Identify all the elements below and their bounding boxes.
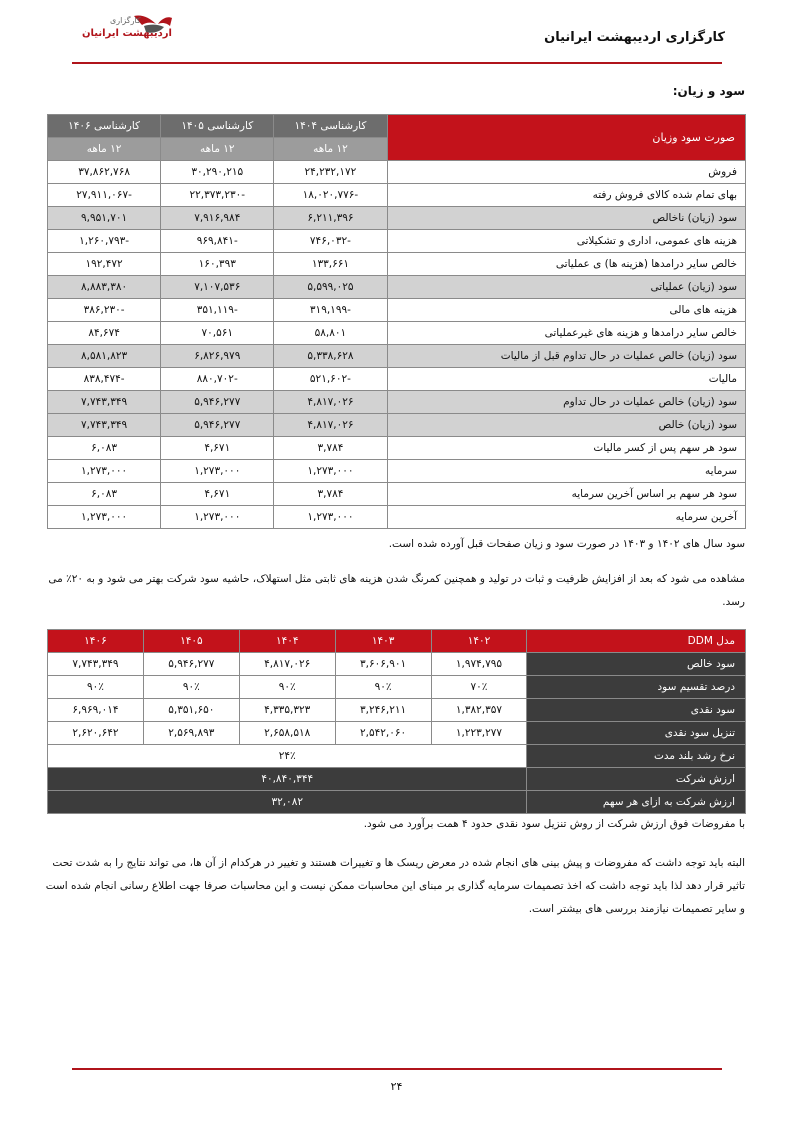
paragraph-disclaimer: البته باید توجه داشت که مفروضات و پیش بینی های انجام شده در معرض ریسک ها و تغییرات هستند و تغییر در هرکدام از آن ها، می تواند نتایج را به شدت تحت تاثیر قرار دهد لذا باید توجه داشت که اخذ تصمیمات سرمایه گذاری بر مبنای این محاسبات ممکن نیست و این محاسبات صرفا جهت اطلاع رسانی انجام شده است و سایر تصمیمات نیازمند بررسی های بیشتر است. (45, 857, 745, 915)
row-label: سرمایه (387, 460, 746, 483)
cell-value: ۳۰,۲۹۰,۲۱۵ (161, 161, 274, 184)
note-previous-years: سود سال های ۱۴۰۲ و ۱۴۰۳ در صورت سود و زیان صفحات قبل آورده شده است. (388, 538, 745, 550)
cell-value: ۸,۸۸۳,۳۸۰ (48, 276, 161, 299)
row-label: خالص سایر درامدها (هزینه ها) ی عملیاتی (387, 253, 746, 276)
row-label: سود (زیان) عملیاتی (387, 276, 746, 299)
table-row (48, 460, 746, 483)
cell-value: ۱,۲۷۳,۰۰۰ (161, 506, 274, 529)
row-label: سود (زیان) خالص عملیات در حال تداوم قبل از مالیات (387, 345, 746, 368)
ddm-cell-value: ۱,۹۷۴,۷۹۵ (431, 653, 527, 676)
ddm-cell-value: ۱,۲۲۳,۲۷۷ (431, 722, 527, 745)
cell-value: ۳,۷۸۴ (274, 437, 387, 460)
ddm-title: مدل DDM (527, 630, 746, 653)
cell-value: ۶,۲۱۱,۳۹۶ (274, 207, 387, 230)
logo-top-text: کارگزاری (110, 16, 141, 25)
cell-value: ۱,۲۷۳,۰۰۰ (48, 506, 161, 529)
row-label: هزینه های عمومی، اداری و تشکیلاتی (387, 230, 746, 253)
year-header: ۱۴۰۳ (335, 630, 431, 653)
cell-value: -۱۸,۰۲۰,۷۷۶ (274, 184, 387, 207)
cell-value: ۷۰,۵۶۱ (161, 322, 274, 345)
ddm-cell-value: ۲,۶۲۰,۶۴۲ (48, 722, 144, 745)
table-row (48, 414, 746, 437)
table-row (48, 345, 746, 368)
ddm-cell-value: ۹۰٪ (335, 676, 431, 699)
income-statement-table (47, 114, 746, 529)
row-label: آخرین سرمایه (387, 506, 746, 529)
cell-value: -۲۲,۳۷۳,۲۳۰ (161, 184, 274, 207)
growth-label: نرخ رشد بلند مدت (527, 745, 746, 768)
per-share-value: ۳۲,۰۸۲ (48, 791, 527, 814)
per-share-row (48, 791, 746, 814)
ddm-row (48, 676, 746, 699)
cell-value: ۳۷,۸۶۲,۷۶۸ (48, 161, 161, 184)
table-row (48, 207, 746, 230)
ddm-row (48, 699, 746, 722)
cell-value: -۷۴۶,۰۳۲ (274, 230, 387, 253)
company-value-label: ارزش شرکت (527, 768, 746, 791)
row-label: سود (زیان) خالص (387, 414, 746, 437)
column-header: کارشناسی ۱۴۰۴ (274, 115, 387, 138)
cell-value: ۶,۰۸۳ (48, 483, 161, 506)
column-period: ۱۲ ماهه (274, 138, 387, 161)
company-value: ۴۰,۸۴۰,۳۴۴ (48, 768, 527, 791)
cell-value: -۱,۲۶۰,۷۹۳ (48, 230, 161, 253)
cell-value: ۷,۷۴۳,۳۴۹ (48, 414, 161, 437)
page-number: ۲۴ (390, 1080, 403, 1093)
cell-value: -۸۳۸,۴۷۴ (48, 368, 161, 391)
row-label: سود هر سهم پس از کسر مالیات (387, 437, 746, 460)
cell-value: ۷,۷۴۳,۳۴۹ (48, 391, 161, 414)
ddm-cell-value: ۲,۶۵۸,۵۱۸ (239, 722, 335, 745)
page-header (0, 0, 793, 64)
ddm-row-label: سود خالص (527, 653, 746, 676)
table-row (48, 437, 746, 460)
table-row (48, 230, 746, 253)
cell-value: ۳,۷۸۴ (274, 483, 387, 506)
cell-value: -۵۲۱,۶۰۲ (274, 368, 387, 391)
row-label: بهای تمام شده کالای فروش رفته (387, 184, 746, 207)
cell-value: ۱,۲۷۳,۰۰۰ (48, 460, 161, 483)
cell-value: ۸۴,۶۷۴ (48, 322, 161, 345)
footer-divider (72, 1068, 722, 1070)
table-row (48, 483, 746, 506)
year-header: ۱۴۰۶ (48, 630, 144, 653)
note-valuation: با مفروضات فوق ارزش شرکت از روش تنزیل سود نقدی حدود ۴ همت برآورد می شود. (363, 818, 745, 830)
column-header: کارشناسی ۱۴۰۵ (161, 115, 274, 138)
cell-value: -۳۸۶,۲۳۰ (48, 299, 161, 322)
table-row (48, 299, 746, 322)
ddm-cell-value: ۶,۹۶۹,۰۱۴ (48, 699, 144, 722)
column-period: ۱۲ ماهه (48, 138, 161, 161)
cell-value: ۵,۹۴۶,۲۷۷ (161, 391, 274, 414)
table-row (48, 368, 746, 391)
company-value-row (48, 768, 746, 791)
table-row (48, 161, 746, 184)
row-label: سود (زیان) ناخالص (387, 207, 746, 230)
cell-value: ۷,۱۰۷,۵۳۶ (161, 276, 274, 299)
cell-value: -۸۸۰,۷۰۲ (161, 368, 274, 391)
cell-value: -۳۱۹,۱۹۹ (274, 299, 387, 322)
cell-value: -۹۶۹,۸۴۱ (161, 230, 274, 253)
ddm-row-label: سود نقدی (527, 699, 746, 722)
cell-value: ۲۴,۲۳۲,۱۷۲ (274, 161, 387, 184)
table-header-row (48, 115, 746, 138)
cell-value: ۴,۶۷۱ (161, 437, 274, 460)
cell-value: ۱,۲۷۳,۰۰۰ (274, 460, 387, 483)
cell-value: ۱۳۳,۶۶۱ (274, 253, 387, 276)
per-share-label: ارزش شرکت به ازای هر سهم (527, 791, 746, 814)
cell-value: -۲۷,۹۱۱,۰۶۷ (48, 184, 161, 207)
cell-value: ۵,۵۹۹,۰۲۵ (274, 276, 387, 299)
growth-row (48, 745, 746, 768)
cell-value: ۴,۸۱۷,۰۲۶ (274, 414, 387, 437)
ddm-cell-value: ۴,۸۱۷,۰۲۶ (239, 653, 335, 676)
ddm-cell-value: ۷۰٪ (431, 676, 527, 699)
ddm-row-label: درصد تقسیم سود (527, 676, 746, 699)
cell-value: ۱۹۲,۴۷۲ (48, 253, 161, 276)
column-period: ۱۲ ماهه (161, 138, 274, 161)
table-row (48, 322, 746, 345)
cell-value: ۷,۹۱۶,۹۸۴ (161, 207, 274, 230)
row-label: سود (زیان) خالص عملیات در حال تداوم (387, 391, 746, 414)
cell-value: ۶,۰۸۳ (48, 437, 161, 460)
ddm-cell-value: ۳,۲۴۶,۲۱۱ (335, 699, 431, 722)
cell-value: ۱۶۰,۳۹۳ (161, 253, 274, 276)
ddm-row (48, 722, 746, 745)
cell-value: ۱,۲۷۳,۰۰۰ (161, 460, 274, 483)
ddm-cell-value: ۹۰٪ (143, 676, 239, 699)
row-label: فروش (387, 161, 746, 184)
ddm-cell-value: ۴,۳۳۵,۳۲۳ (239, 699, 335, 722)
year-header: ۱۴۰۲ (431, 630, 527, 653)
paragraph-margin: مشاهده می شود که بعد از افزایش ظرفیت و ثبات در تولید و همچنین کمرنگ شدن هزینه های ثابتی مثل استهلاک، حاشیه سود شرکت بهتر می شود و به ۲۰٪ می رسد. (48, 573, 745, 608)
ddm-row-label: تنزیل سود نقدی (527, 722, 746, 745)
growth-value: ۲۴٪ (48, 745, 527, 768)
section-title: سود و زیان: (672, 84, 745, 98)
logo-main-text: اردیبهشت ایرانیان (82, 28, 172, 39)
header-divider (72, 62, 722, 64)
cell-value: ۵,۳۳۸,۶۲۸ (274, 345, 387, 368)
cell-value: ۸,۵۸۱,۸۲۳ (48, 345, 161, 368)
ddm-cell-value: ۵,۳۵۱,۶۵۰ (143, 699, 239, 722)
cell-value: ۴,۸۱۷,۰۲۶ (274, 391, 387, 414)
brand-title: کارگزاری اردیبهشت ایرانیان (544, 30, 725, 45)
ddm-cell-value: ۵,۹۴۶,۲۷۷ (143, 653, 239, 676)
ddm-row (48, 653, 746, 676)
ddm-cell-value: ۳,۶۰۶,۹۰۱ (335, 653, 431, 676)
cell-value: ۴,۶۷۱ (161, 483, 274, 506)
cell-value: ۹,۹۵۱,۷۰۱ (48, 207, 161, 230)
ddm-cell-value: ۹۰٪ (48, 676, 144, 699)
table-row (48, 506, 746, 529)
table-row (48, 184, 746, 207)
year-header: ۱۴۰۵ (143, 630, 239, 653)
table-row (48, 391, 746, 414)
column-header: کارشناسی ۱۴۰۶ (48, 115, 161, 138)
row-label: خالص سایر درامدها و هزینه های غیرعملیاتی (387, 322, 746, 345)
row-label: سود هر سهم بر اساس آخرین سرمایه (387, 483, 746, 506)
year-header: ۱۴۰۴ (239, 630, 335, 653)
ddm-header-row (48, 630, 746, 653)
cell-value: -۳۵۱,۱۱۹ (161, 299, 274, 322)
cell-value: ۱,۲۷۳,۰۰۰ (274, 506, 387, 529)
table-title: صورت سود وزیان (387, 115, 746, 161)
cell-value: ۵۸,۸۰۱ (274, 322, 387, 345)
cell-value: ۶,۸۲۶,۹۷۹ (161, 345, 274, 368)
row-label: مالیات (387, 368, 746, 391)
cell-value: ۵,۹۴۶,۲۷۷ (161, 414, 274, 437)
row-label: هزینه های مالی (387, 299, 746, 322)
ddm-cell-value: ۱,۳۸۲,۳۵۷ (431, 699, 527, 722)
ddm-cell-value: ۷,۷۴۳,۳۴۹ (48, 653, 144, 676)
table-row (48, 253, 746, 276)
ddm-cell-value: ۲,۵۴۲,۰۶۰ (335, 722, 431, 745)
ddm-cell-value: ۲,۵۶۹,۸۹۳ (143, 722, 239, 745)
ddm-cell-value: ۹۰٪ (239, 676, 335, 699)
table-row (48, 276, 746, 299)
ddm-table (47, 629, 746, 814)
